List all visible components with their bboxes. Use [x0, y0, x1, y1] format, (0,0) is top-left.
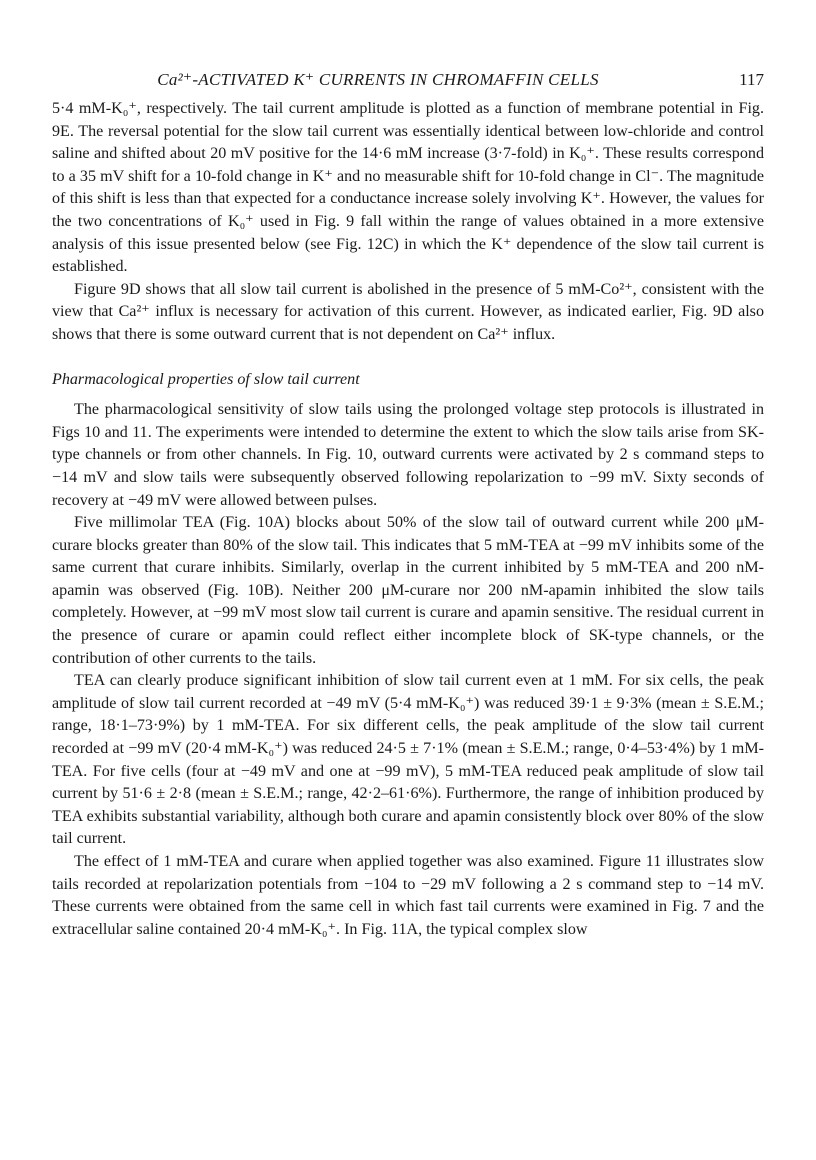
section-paragraph: TEA can clearly produce significant inhibition of slow tail current even at 1 mM. For six cells, the peak amplitude of slow tail current recorded at −49 mV (5·4 mM-K₀⁺) was reduced 39·1 ± 9·3% (mean ± S.E.M.; range, 18·1–73·9%) by 1 mM-TEA. For six different cells, the peak amplitude of the slow tail current recorded at −99 mV (20·4 mM-K₀⁺) was reduced 24·5 ± 7·1% (mean ± S.E.M.; range, 0·4–53·4%) by 1 mM-TEA. For five cells (four at −49 mV and one at −99 mV), 5 mM-TEA reduced peak amplitude of slow tail current by 51·6 ± 2·8 (mean ± S.E.M.; range, 42·2–61·6%). Furthermore, the range of inhibition produced by TEA exhibits substantial variability, although both curare and apamin consistently block over 80% of the slow tail current.: [52, 672, 764, 848]
section-paragraph: The pharmacological sensitivity of slow tails using the prolonged voltage step protocols is illustrated in Figs 10 and 11. The experiments were intended to determine the extent to which the slow tails arise from SK-type channels or from other channels. In Fig. 10, outward currents were activated by 2 s command steps to −14 mV and slow tails were subsequently observed following repolarization to −99 mV. Sixty seconds of recovery at −49 mV were allowed between pulses.: [52, 401, 764, 509]
page-header: [52, 70, 764, 98]
journal-page: [52, 70, 764, 941]
page-number: 117: [739, 70, 764, 89]
body-paragraph: Figure 9D shows that all slow tail current is abolished in the presence of 5 mM-Co²⁺, consistent with the view that Ca²⁺ influx is necessary for activation of this current. However, as indicated earlier, Fig. 9D also shows that there is some outward current that is not dependent on Ca²⁺ influx.: [52, 280, 764, 343]
section-heading: Pharmacological properties of slow tail current: [52, 370, 360, 388]
running-head: Ca²⁺-ACTIVATED K⁺ CURRENTS IN CHROMAFFIN CELLS: [157, 70, 599, 89]
section-paragraph: Five millimolar TEA (Fig. 10A) blocks about 50% of the slow tail of outward current while 200 μM-curare blocks greater than 80% of the slow tail. This indicates that 5 mM-TEA at −99 mV inhibits some of the same current that curare inhibits. Similarly, overlap in the current inhibited by 5 mM-TEA and 200 nM-apamin was observed (Fig. 10B). Neither 200 μM-curare nor 200 nM-apamin inhibited the slow tails completely. However, at −99 mV most slow tail current is curare and apamin sensitive. The residual current in the presence of curare or apamin could reflect either incomplete block of SK-type channels, or the contribution of other currents to the tails.: [52, 514, 764, 667]
section-paragraph: The effect of 1 mM-TEA and curare when applied together was also examined. Figure 11 illustrates slow tails recorded at repolarization potentials from −104 to −29 mV following a 2 s command step to −14 mV. These currents were obtained from the same cell in which fast tail currents were examined in Fig. 7 and the extracellular saline contained 20·4 mM-K₀⁺. In Fig. 11A, the typical complex slow: [52, 853, 764, 938]
body-paragraph: 5·4 mM-K₀⁺, respectively. The tail current amplitude is plotted as a function of membrane potential in Fig. 9E. The reversal potential for the slow tail current was essentially identical between low-chloride and control saline and shifted about 20 mV positive for the 14·6 mM increase (3·7-fold) in K₀⁺. These results correspond to a 35 mV shift for a 10-fold change in K⁺ and no measurable shift for 10-fold change in Cl⁻. The magnitude of this shift is less than that expected for a conductance increase solely involving K⁺. However, the values for the two concentrations of K₀⁺ used in Fig. 9 fall within the range of values obtained in a more extensive analysis of this issue presented below (see Fig. 12C) in which the K⁺ dependence of the slow tail current is established.: [52, 100, 764, 276]
